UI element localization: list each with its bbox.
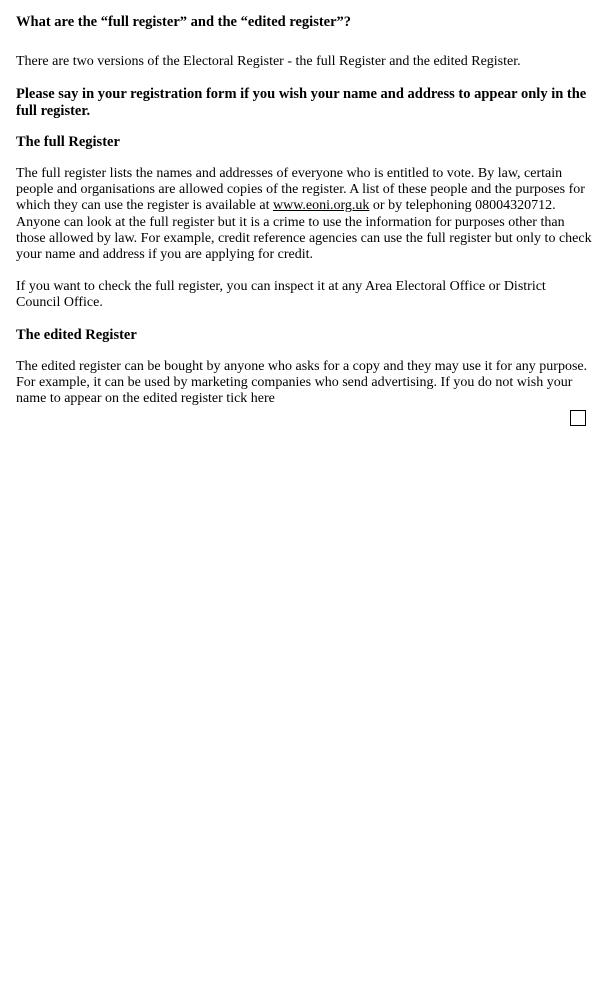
eoni-website-link[interactable]: www.eoni.org.uk: [272, 198, 370, 214]
full-register-text-end: or by telephoning 08004320712. Anyone can look at the full register but it is a crime to use the information for purposes other than those allowed by law. For example, credit reference agencies can use the full register but only to check your name and address if you are applying for credit.: [16, 198, 592, 263]
full-register-paragraph: [16, 166, 596, 263]
question-title: What are the “full register” and the “edited register”?: [16, 14, 352, 30]
full-register-heading: The full Register: [16, 134, 120, 150]
full-register-text-start: The full register lists the names and addresses of everyone who is entitled to vote. By law, certain people and organisations are allowed copies of the register. A list of these people and the purposes for which they can use the register is available at: [16, 166, 585, 214]
registration-notice: Please say in your registration form if you wish your name and address to appear only in the full register.: [16, 86, 587, 119]
intro-text: There are two versions of the Electoral Register - the full Register and the edited Register.: [16, 54, 521, 69]
edited-register-paragraph: The edited register can be bought by anyone who asks for a copy and they may use it for any purpose. For example, it can be used by marketing companies who send advertising. If you do not wish your name to appear on the edited register tick here: [16, 359, 588, 407]
edited-register-heading: The edited Register: [16, 327, 137, 343]
opt-out-checkbox[interactable]: [570, 410, 586, 426]
inspect-register-paragraph: If you want to check the full register, you can inspect it at any Area Electoral Office or District Council Office.: [16, 279, 546, 311]
